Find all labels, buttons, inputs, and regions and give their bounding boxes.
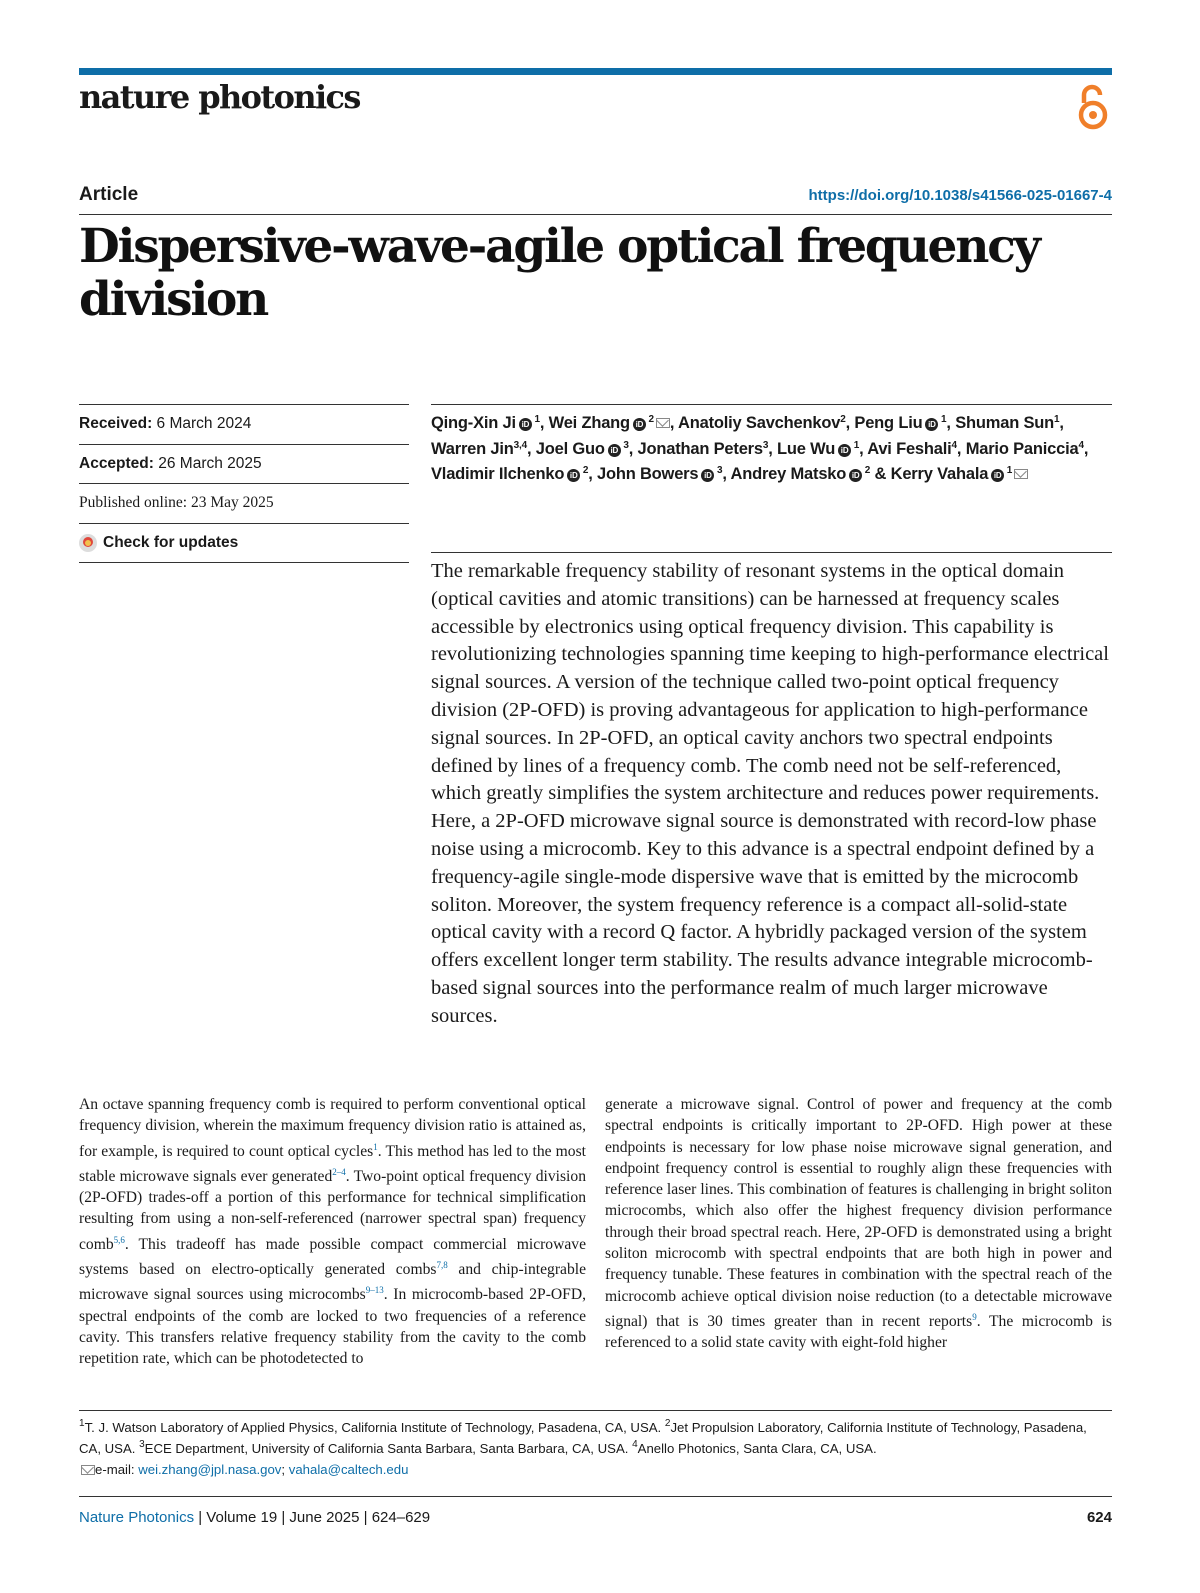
affiliation-marker: 1 [531, 414, 540, 425]
affiliation-marker: 2 [862, 465, 871, 476]
footer-citation: Nature Photonics | Volume 19 | June 2025 | 624–629 [79, 1509, 431, 1526]
author-name[interactable]: Joel Guo [535, 439, 605, 458]
author-name[interactable]: Avi Feshali [867, 439, 952, 458]
published-date: Published online: 23 May 2025 [79, 483, 409, 523]
article-dates [79, 404, 409, 563]
doi-link[interactable]: https://doi.org/10.1038/s41566-025-01667-4 [808, 187, 1112, 204]
affiliation-marker: 1 [938, 414, 947, 425]
affiliation-marker: 1 [1054, 414, 1060, 425]
author-name[interactable]: Anatoliy Savchenkov [678, 414, 841, 432]
author-name[interactable]: Warren Jin [431, 439, 514, 458]
body-text [79, 1094, 1112, 1370]
author-name[interactable]: Mario Paniccia [965, 439, 1079, 458]
divider [79, 214, 1112, 215]
email-icon [81, 1465, 95, 1475]
accepted-date: Accepted: 26 March 2025 [79, 444, 409, 484]
orcid-icon[interactable]: iD [991, 469, 1004, 482]
body-column-left: An octave spanning frequency comb is required to perform conventional optical frequency division, wherein the maximum frequency division ratio is attained as, for example, is required to count optical cycles$^1$. This method has led to the most stable microwave signals ever generated$^{2-4}$. Two-point optical frequency division (2P-OFD) trades-off a portion of this performance for technical simplification resulting from using a non-self-referenced (narrower spectral span) frequency comb$^{5,6}$. This tradeoff has made possible compact commercial microwave systems based on electro-optically generated combs$^{7,8}$ and chip-integrable microwave signal sources using microcombs$^{9-13}$. In microcomb-based 2P-OFD, spectral endpoints of the comb are locked to two frequencies of a reference cavity. This transfers relative frequency stability from the cavity to the comb repetition rate, which can be photodetected to [79, 1096, 586, 1368]
citation-link[interactable]: 5,6 [113, 1234, 125, 1245]
divider [79, 1496, 1112, 1497]
journal-name: nature photonics [79, 78, 360, 116]
body-column-right: generate a microwave signal. Control of power and frequency at the comb spectral endpoints is critically important to 2P-OFD. High power at these endpoints is necessary for low phase noise microwave signal generation, and endpoint frequency control is essential to roughly align these frequencies with reference laser lines. This combination of features is challenging in bright soliton microcombs, which also offer the highest frequency division performance through their broad spectral reach. Here, 2P-OFD is demonstrated using a bright soliton microcomb with spectral endpoints that are both high in power and frequency tunable. These features in combination with the spectral reach of the microcomb achieve optical division noise reduction (to a detectable microwave signal) that is 30 times greater than in recent reports$^9$. The microcomb is referenced to a solid state cavity with eight-fold higher [605, 1096, 1112, 1352]
email-link-vahala[interactable]: vahala@caltech.edu [288, 1462, 409, 1477]
page-number: 624 [1086, 1509, 1112, 1526]
article-title: Dispersive-wave-agile optical frequency division [79, 219, 1039, 327]
orcid-icon[interactable]: iD [519, 418, 532, 431]
orcid-icon[interactable]: iD [608, 444, 621, 457]
citation-link[interactable]: 7,8 [436, 1260, 448, 1271]
author-list: Qing-Xin Ji iD $^1$, Wei Zhang iD $^2$ , Anatoliy Savchenkov$^2$, Peng Liu iD $^1$, Shuman Sun$^1$, Warren Jin$^{3,4}$, Joel Guo iD $^3$, Jonathan Peters$^3$, Lue Wu iD $^1$, Avi Feshali$^4$, Mario Paniccia$^4$, Vladimir Ilchenko iD $^2$, John Bowers iD $^3$, Andrey Matsko iD $^2$ & Kerry Vahala iD $^1$ [431, 414, 1089, 483]
citation-link[interactable]: 9–13 [365, 1285, 384, 1296]
affiliation-marker: 3,4 [513, 439, 527, 451]
footer-journal-link[interactable]: Nature Photonics [79, 1509, 195, 1526]
author-name[interactable]: Qing-Xin Ji [431, 414, 516, 432]
orcid-icon[interactable]: iD [849, 469, 862, 482]
orcid-icon[interactable]: iD [701, 469, 714, 482]
open-access-lock-icon [1076, 83, 1110, 131]
affiliation-marker: 4 [951, 439, 957, 451]
author-name[interactable]: Shuman Sun [955, 414, 1055, 432]
affiliation-marker: 1 [851, 439, 860, 451]
author-name[interactable]: Lue Wu [777, 439, 836, 458]
orcid-icon[interactable]: iD [925, 418, 938, 431]
orcid-icon[interactable]: iD [838, 444, 851, 457]
author-name[interactable]: Kerry Vahala [890, 465, 989, 483]
author-name[interactable]: Vladimir Ilchenko [431, 465, 565, 483]
orcid-icon[interactable]: iD [633, 418, 646, 431]
author-name[interactable]: John Bowers [596, 465, 699, 483]
article-type-label: Article [79, 184, 139, 205]
affiliation-marker: 4 [1078, 439, 1084, 451]
author-name[interactable]: Andrey Matsko [730, 465, 847, 483]
check-for-updates-button[interactable]: Check for updates [79, 523, 409, 564]
affiliation-marker: 3 [620, 439, 629, 451]
journal-accent-bar [79, 68, 1112, 75]
affiliation-marker: 2 [645, 414, 654, 425]
citation-link[interactable]: 2–4 [332, 1166, 346, 1177]
email-link-wei-zhang[interactable]: wei.zhang@jpl.nasa.gov [138, 1462, 282, 1477]
abstract: The remarkable frequency stability of resonant systems in the optical domain (optical cavities and atomic transitions) can be harnessed at frequency scales accessible by electronics using optical frequency division. This capability is revolutionizing technologies spanning time keeping to high-performance electrical signal sources. A version of the technique called two-point optical frequency division (2P-OFD) is proving advantageous for application to high-performance signal sources. In 2P-OFD, an optical cavity anchors two spectral endpoints defined by lines of a frequency comb. The comb need not be self-referenced, which greatly simplifies the system architecture and reduces power requirements. Here, a 2P-OFD microwave signal source is demonstrated with record-low phase noise using a microcomb. Key to this advance is a spectral endpoint defined by a frequency-agile single-mode dispersive wave that is emitted by the microcomb soliton. Moreover, the system frequency reference is a compact all-solid-state optical cavity with a record Q factor. A hybridly packaged version of the system offers excellent longer term stability. The results advance integrable microcomb-based signal sources into the performance realm of much larger microwave sources. [431, 552, 1112, 1031]
email-icon[interactable] [1014, 469, 1028, 479]
author-name[interactable]: Peng Liu [854, 414, 923, 432]
affiliation-marker: 1 [1004, 465, 1013, 476]
affiliation-marker: 2 [840, 414, 846, 425]
author-list-container [431, 404, 1112, 488]
orcid-icon[interactable]: iD [567, 469, 580, 482]
affiliation-marker: 3 [762, 439, 769, 451]
author-name[interactable]: Jonathan Peters [637, 439, 763, 458]
author-name[interactable]: Wei Zhang [548, 414, 630, 432]
citation-link[interactable]: 1 [373, 1141, 378, 1152]
email-icon[interactable] [656, 418, 670, 428]
affiliation-marker: 2 [580, 465, 589, 476]
citation-link[interactable]: 9 [972, 1311, 977, 1322]
crossmark-icon [79, 534, 97, 552]
received-date: Received: 6 March 2024 [79, 404, 409, 444]
affiliation-marker: 3 [714, 465, 723, 476]
affiliations: $^1$T. J. Watson Laboratory of Applied Physics, California Institute of Technology, Pasadena, CA, USA. $^2$Jet Propulsion Laboratory, California Institute of Technology, Pasadena, CA, USA. $^3$ECE Department, University of California Santa Barbara, Santa Barbara, CA, USA. $^4$Anello Photonics, Santa Clara, CA, USA. e-mail: wei.zhang@jpl.nasa.gov; vahala@caltech.edu [79, 1410, 1112, 1480]
